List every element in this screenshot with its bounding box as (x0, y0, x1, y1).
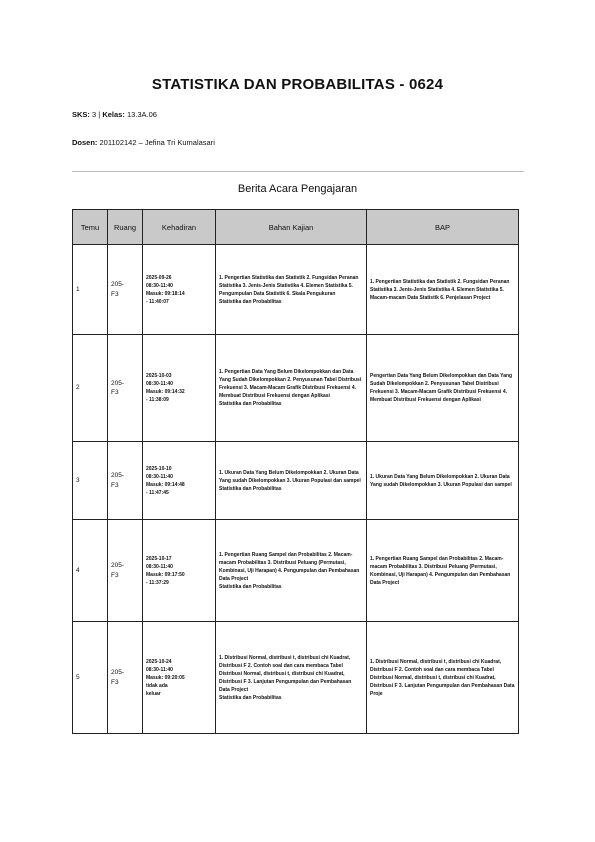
header-bahan-kajian: Bahan Kajian (216, 210, 367, 245)
table-row (73, 442, 519, 520)
ruang-cell: 205- F3 (108, 520, 143, 622)
meta-separator: | (98, 110, 101, 119)
table-row (73, 335, 519, 442)
kehadiran-cell: 2025-10-10 08:30-11:40 Masuk: 09:14:48 - 11:47:45 (143, 442, 216, 520)
header-bap: BAP (367, 210, 519, 245)
bap-cell: 1. Pengertian Statistika dan Statistik 2. Fungsidan Peranan Statistika 3. Jenis-Jenis Statistika 4. Elemen Statistika 5. Macam-macam Data Statistik 6. Penjelasan Project (367, 245, 519, 335)
bahan-kajian-cell: 1. Ukuran Data Yang Belum Dikelompokkan 2. Ukuran Data Yang sudah Dikelompokkan 3. Ukuran Populasi dan sampel Statistika dan Probabilitas (216, 442, 367, 520)
header-ruang: Ruang (108, 210, 143, 245)
table-row (73, 520, 519, 622)
temu-cell: 1 (73, 245, 108, 335)
kehadiran-cell: 2025-10-03 08:30-11:40 Masuk: 09:14:32 - 11:38:09 (143, 335, 216, 442)
teaching-record-table (72, 209, 519, 734)
section-title: Berita Acara Pengajaran (237, 183, 358, 195)
kehadiran-cell: 2025-10-17 08:30-11:40 Masuk: 09:17:50 - 11:37:29 (143, 520, 216, 622)
temu-cell: 4 (73, 520, 108, 622)
sks-value: 3 (92, 110, 97, 119)
kehadiran-cell: 2025-09-26 08:30-11:40 Masuk: 09:18:14 - 11:40:07 (143, 245, 216, 335)
dosen-label: Dosen (72, 138, 95, 147)
bap-cell: 1. Ukuran Data Yang Belum Dikelompokkan 2. Ukuran Data Yang sudah Dikelompokkan 3. Ukuran Populasi dan sampel (367, 442, 519, 520)
bahan-kajian-cell: 1. Pengertian Data Yang Belum Dikelompokkan dan Data Yang Sudah Dikelompokkan 2. Penyusunan Tabel Distribusi Frekuensi 3. Macam-Macam Grafik Distribusi Frekuensi 4. Membuat Distribusi Frekuensi dengan Aplikasi Statistika dan Probabilitas (216, 335, 367, 442)
header-temu: Temu (73, 210, 108, 245)
table-header-row (73, 210, 519, 245)
divider (72, 171, 524, 172)
header-kehadiran: Kehadiran (143, 210, 216, 245)
kelas-value: 13.3A.06 (126, 110, 157, 119)
ruang-cell: 205- F3 (108, 622, 143, 734)
kehadiran-cell: 2025-10-24 08:30-11:40 Masuk: 09:20:05 tidak ada keluar (143, 622, 216, 734)
bahan-kajian-cell: 1. Pengertian Ruang Sampel dan Probabilitas 2. Macam-macam Probabilitas 3. Distribusi Peluang (Permutasi, Kombinasi, Uji Harapan) 4. Pengumpulan dan Pembahasan Data Project Statistika dan Probabilitas (216, 520, 367, 622)
bap-cell: 1. Distribusi Normal, distribusi t, distribusi chi Kuadrat, Distribusi F 2. Contoh soal dan cara membaca Tabel Distribusi Normal, distribusi t, distribusi chi Kuadrat, Distribusi F 3. Lanjutan Pengumpulan dan Pembahasan Data Proje (367, 622, 519, 734)
bahan-kajian-cell: 1. Pengertian Statistika dan Statistik 2. Fungsidan Peranan Statistika 3. Jenis-Jenis Statistika 4. Elemen Statistika 5. Pengumpulan Data Statistik 6. Skala Pengukuran Statistika dan Probabilitas (216, 245, 367, 335)
table-row (73, 622, 519, 734)
table-row (73, 245, 519, 335)
temu-cell: 5 (73, 622, 108, 734)
sks-label: SKS (72, 110, 88, 119)
ruang-cell: 205- F3 (108, 245, 143, 335)
course-title: STATISTIKA DAN PROBABILITAS - 0624 (151, 76, 444, 93)
kelas-label: Kelas (102, 110, 123, 119)
ruang-cell: 205- F3 (108, 442, 143, 520)
bap-cell: 1. Pengertian Ruang Sampel dan Probabilitas 2. Macam-macam Probabilitas 3. Distribusi Peluang (Permutasi, Kombinasi, Uji Harapan) 4. Pengumpulan dan Pembahasan Data Project (367, 520, 519, 622)
bahan-kajian-cell: 1. Distribusi Normal, distribusi t, distribusi chi Kuadrat, Distribusi F 2. Contoh soal dan cara membaca Tabel Distribusi Normal, distribusi t, distribusi chi Kuadrat, Distribusi F 3. Lanjutan Pengumpulan dan Pembahasan Data Project Statistika dan Probabilitas (216, 622, 367, 734)
bap-cell: Pengertian Data Yang Belum Dikelompokkan dan Data Yang Sudah Dikelompokkan 2. Penyusunan Tabel Distribusi Frekuensi 3. Macam-Macam Grafik Distribusi Frekuensi 4. Membuat Distribusi Frekuensi dengan Aplikasi (367, 335, 519, 442)
lecturer-line: Dosen: 201102142 – Jefina Tri Kumalasari (72, 138, 215, 147)
dosen-value: 201102142 – Jefina Tri Kumalasari (99, 138, 215, 147)
temu-cell: 3 (73, 442, 108, 520)
ruang-cell: 205- F3 (108, 335, 143, 442)
course-meta: SKS: 3 | Kelas: 13.3A.06 (72, 110, 157, 119)
temu-cell: 2 (73, 335, 108, 442)
